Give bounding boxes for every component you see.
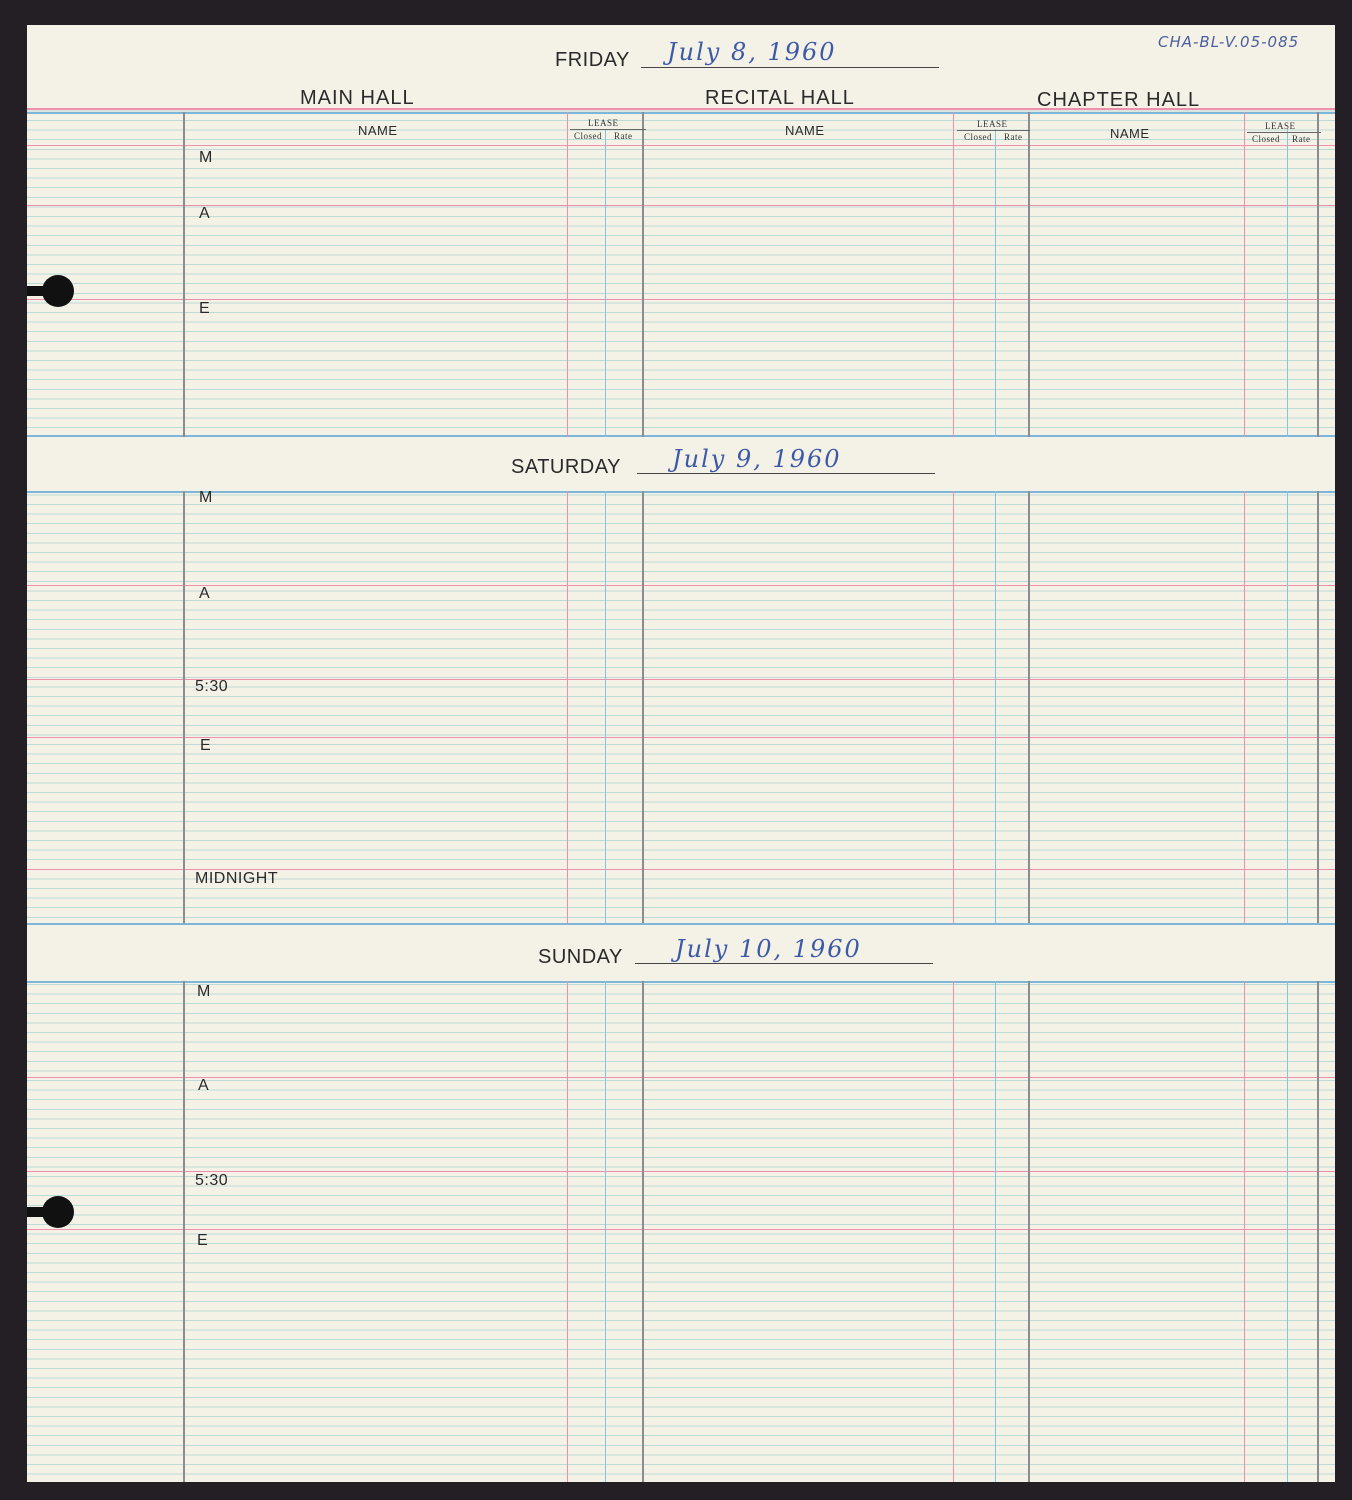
day-label-saturday: SATURDAY bbox=[511, 456, 621, 478]
row-label-sunday-a: A bbox=[198, 1077, 210, 1094]
rule-saturday-a bbox=[27, 585, 1335, 586]
col-lease-main: LEASE bbox=[588, 118, 619, 128]
row-label-sunday-530: 5:30 bbox=[195, 1172, 229, 1189]
rule-sunday-e bbox=[27, 1229, 1335, 1230]
date-sunday: July 10, 1960 bbox=[675, 935, 862, 963]
row-label-saturday-e: E bbox=[200, 737, 212, 754]
col-name-main: NAME bbox=[358, 123, 398, 138]
col-name-recital: NAME bbox=[785, 123, 825, 138]
col-closed-main: Closed bbox=[574, 131, 603, 141]
hall-title-chapter: CHAPTER HALL bbox=[1037, 89, 1201, 111]
rule-saturday-end bbox=[27, 923, 1335, 925]
row-label-sunday-m: M bbox=[197, 983, 211, 1000]
col-rate-chapter: Rate bbox=[1292, 134, 1311, 144]
hall-title-main: MAIN HALL bbox=[300, 87, 415, 109]
date-underline-friday bbox=[641, 67, 939, 68]
row-label-friday-e: E bbox=[199, 300, 211, 317]
lease-divider-main bbox=[570, 129, 646, 130]
row-label-saturday-a: A bbox=[199, 585, 211, 602]
rule-subheader-pink bbox=[27, 145, 1335, 146]
rule-sunday-a bbox=[27, 1077, 1335, 1078]
rule-friday-e bbox=[27, 299, 1335, 300]
row-label-sunday-e: E bbox=[197, 1232, 209, 1249]
rule-sunday-start bbox=[27, 981, 1335, 983]
col-name-chapter: NAME bbox=[1110, 126, 1150, 141]
col-closed-chapter: Closed bbox=[1252, 134, 1281, 144]
date-underline-saturday bbox=[637, 473, 935, 474]
day-label-sunday: SUNDAY bbox=[538, 946, 623, 968]
rule-friday-end bbox=[27, 435, 1335, 437]
binder-hole-bottom bbox=[42, 1196, 74, 1228]
col-lease-recital: LEASE bbox=[977, 119, 1008, 129]
col-lease-chapter: LEASE bbox=[1265, 121, 1296, 131]
row-label-saturday-midnight: MIDNIGHT bbox=[195, 870, 279, 887]
row-label-friday-m: M bbox=[199, 149, 213, 166]
date-friday: July 8, 1960 bbox=[667, 38, 837, 66]
day-label-friday: FRIDAY bbox=[555, 49, 630, 71]
lease-divider-chapter bbox=[1247, 132, 1321, 133]
rule-saturday-e bbox=[27, 737, 1335, 738]
lease-divider-recital bbox=[957, 130, 1030, 131]
reference-number: CHA-BL-V.05-085 bbox=[1158, 33, 1300, 51]
binder-hole-top bbox=[42, 275, 74, 307]
row-label-saturday-m: M bbox=[199, 489, 213, 506]
ledger-sheet bbox=[27, 25, 1335, 1482]
col-rate-main: Rate bbox=[614, 131, 633, 141]
rule-top-blue bbox=[27, 112, 1335, 114]
col-rate-recital: Rate bbox=[1004, 132, 1023, 142]
row-label-saturday-530: 5:30 bbox=[195, 678, 229, 695]
date-saturday: July 9, 1960 bbox=[672, 445, 842, 473]
hall-title-recital: RECITAL HALL bbox=[705, 87, 855, 109]
row-label-friday-a: A bbox=[199, 205, 211, 222]
rule-saturday-start bbox=[27, 491, 1335, 493]
date-underline-sunday bbox=[635, 963, 933, 964]
col-closed-recital: Closed bbox=[964, 132, 993, 142]
rule-friday-a bbox=[27, 205, 1335, 206]
